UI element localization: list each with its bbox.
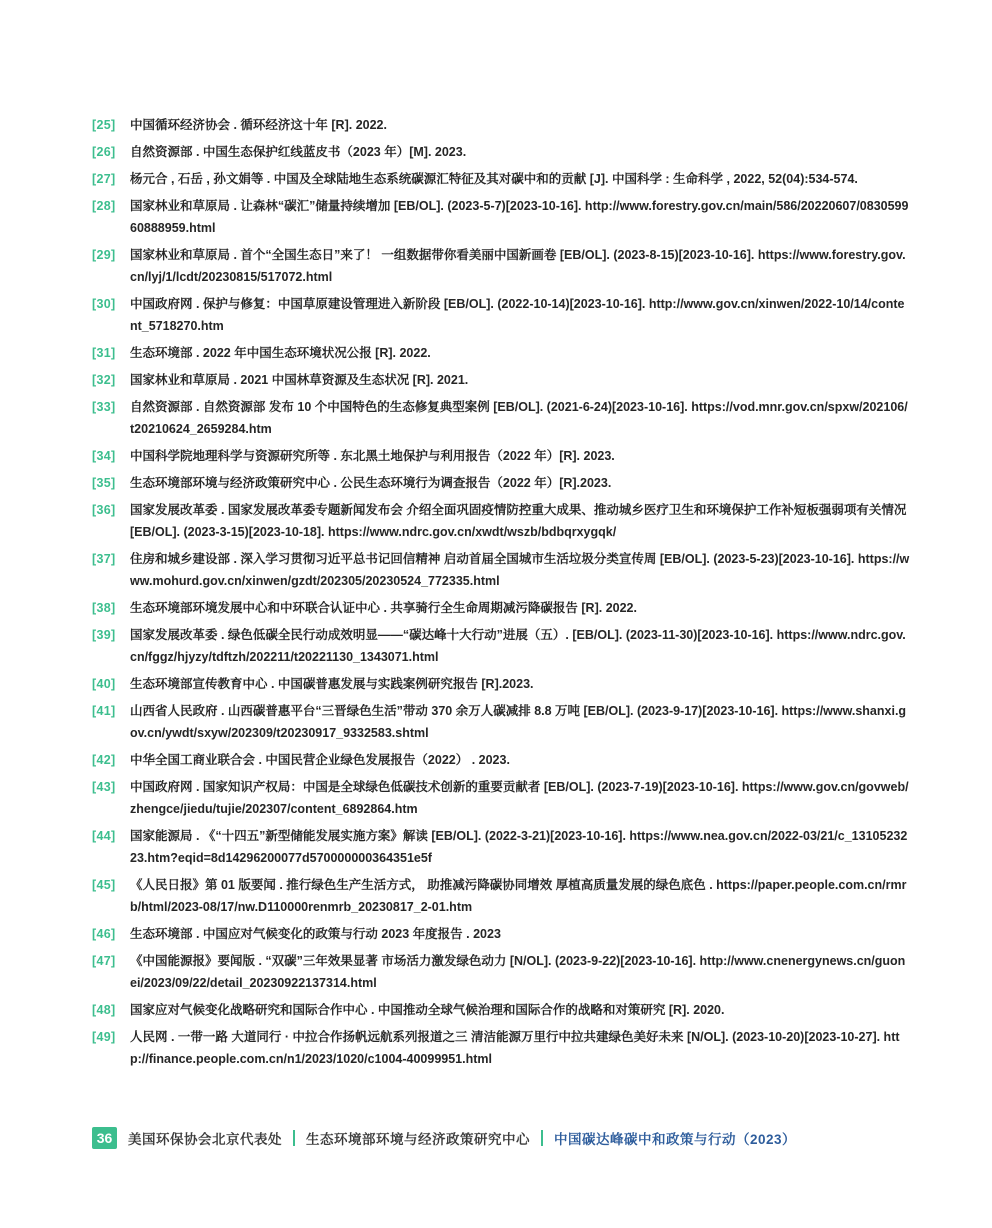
reference-text: 中国循环经济协会 . 循环经济这十年 [R]. 2022. [130, 118, 387, 132]
reference-text: 《人民日报》第 01 版要闻 . 推行绿色生产生活方式， 助推减污降碳协同增效 厚植高质量发展的绿色底色 . https://paper.people.com.cn/rmrb/html/2023-08/17/nw.D110000renmrb_20230817_2-01.htm [130, 878, 907, 914]
reference-text: 国家林业和草原局 . 首个“全国生态日”来了！ 一组数据带你看美丽中国新画卷 [EB/OL]. (2023-8-15)[2023-10-16]. https://www.forestry.gov.cn/lyj/1/lcdt/20230815/517072.html [130, 248, 906, 284]
reference-text: 国家林业和草原局 . 2021 中国林草资源及生态状况 [R]. 2021. [130, 373, 469, 387]
reference-number: [28] [92, 199, 116, 213]
reference-number: [40] [92, 677, 116, 691]
reference-item [92, 244, 910, 288]
reference-text: 国家发展改革委 . 国家发展改革委专题新闻发布会 介绍全面巩固疫情防控重大成果、推动城乡医疗卫生和环境保护工作补短板强弱项有关情况 [EB/OL]. (2023-3-15)[2023-10-18]. https://www.ndrc.gov.cn/xwdt/wszb/bdbqrxygqk/ [130, 503, 907, 539]
reference-number: [26] [92, 145, 116, 159]
reference-item [92, 293, 910, 337]
reference-item [92, 499, 910, 543]
footer-report-title: 中国碳达峰碳中和政策与行动（2023） [554, 1132, 797, 1147]
reference-number: [45] [92, 878, 116, 892]
reference-text: 国家林业和草原局 . 让森林“碳汇”储量持续增加 [EB/OL]. (2023-5-7)[2023-10-16]. http://www.forestry.gov.cn/main/586/20220607/083059960888959.html [130, 199, 909, 235]
reference-item [92, 776, 910, 820]
reference-text: 生态环境部环境发展中心和中环联合认证中心 . 共享骑行全生命周期减污降碳报告 [R]. 2022. [130, 601, 637, 615]
reference-text: 住房和城乡建设部 . 深入学习贯彻习近平总书记回信精神 启动首届全国城市生活垃圾分类宣传周 [EB/OL]. (2023-5-23)[2023-10-16]. https://www.mohurd.gov.cn/xinwen/gzdt/202305/20230524_772335.html [130, 552, 910, 588]
reference-item [92, 923, 910, 945]
reference-number: [49] [92, 1030, 116, 1044]
reference-text: 自然资源部 . 自然资源部 发布 10 个中国特色的生态修复典型案例 [EB/OL]. (2021-6-24)[2023-10-16]. https://vod.mnr.gov.cn/spxw/202106/t20210624_2659284.htm [130, 400, 908, 436]
reference-item [92, 141, 910, 163]
reference-text: 《中国能源报》要闻版 . “双碳”三年效果显著 市场活力激发绿色动力 [N/OL]. (2023-9-22)[2023-10-16]. http://www.cnenergynews.cn/guonei/2023/09/22/detail_20230922137314.html [130, 954, 906, 990]
reference-text: 人民网 . 一带一路 大道同行 · 中拉合作扬帆远航系列报道之三 清洁能源万里行中拉共建绿色美好未来 [N/OL]. (2023-10-20)[2023-10-27]. http://finance.people.com.cn/n1/2023/1020/c1004-40099951.html [130, 1030, 900, 1066]
reference-item [92, 825, 910, 869]
reference-item [92, 597, 910, 619]
reference-item [92, 950, 910, 994]
reference-item [92, 874, 910, 918]
reference-item [92, 342, 910, 364]
reference-item [92, 445, 910, 467]
reference-text: 中国政府网 . 国家知识产权局：中国是全球绿色低碳技术创新的重要贡献者 [EB/OL]. (2023-7-19)[2023-10-16]. https://www.gov.cn/govweb/zhengce/jiedu/tujie/202307/content_6892864.htm [130, 780, 909, 816]
reference-number: [32] [92, 373, 116, 387]
reference-text: 生态环境部宣传教育中心 . 中国碳普惠发展与实践案例研究报告 [R].2023. [130, 677, 534, 691]
reference-number: [43] [92, 780, 116, 794]
reference-text: 国家应对气候变化战略研究和国际合作中心 . 中国推动全球气候治理和国际合作的战略和对策研究 [R]. 2020. [130, 1003, 725, 1017]
reference-item [92, 195, 910, 239]
footer-divider [293, 1130, 295, 1146]
reference-number: [38] [92, 601, 116, 615]
reference-number: [35] [92, 476, 116, 490]
reference-number: [41] [92, 704, 116, 718]
reference-item [92, 999, 910, 1021]
page-footer [92, 1127, 796, 1149]
footer-org-secondary: 生态环境部环境与经济政策研究中心 [306, 1132, 530, 1147]
reference-number: [46] [92, 927, 116, 941]
footer-org-primary: 美国环保协会北京代表处 [128, 1132, 282, 1147]
reference-text: 中国科学院地理科学与资源研究所等 . 东北黑土地保护与利用报告（2022 年）[R]. 2023. [130, 449, 615, 463]
reference-item [92, 749, 910, 771]
reference-list [92, 114, 910, 1075]
reference-text: 中国政府网 . 保护与修复：中国草原建设管理进入新阶段 [EB/OL]. (2022-10-14)[2023-10-16]. http://www.gov.cn/xinwen/2022-10/14/content_5718270.htm [130, 297, 905, 333]
reference-number: [42] [92, 753, 116, 767]
page-number-badge: 36 [92, 1127, 117, 1149]
reference-number: [31] [92, 346, 116, 360]
reference-number: [47] [92, 954, 116, 968]
reference-item [92, 700, 910, 744]
reference-text: 国家能源局 . 《“十四五”新型储能发展实施方案》解读 [EB/OL]. (2022-3-21)[2023-10-16]. https://www.nea.gov.cn/2022-03/21/c_1310523223.htm?eqid=8d14296200077d570000000364351e5f [130, 829, 908, 865]
reference-item [92, 396, 910, 440]
reference-number: [37] [92, 552, 116, 566]
reference-text: 杨元合 , 石岳 , 孙文娟等 . 中国及全球陆地生态系统碳源汇特征及其对碳中和的贡献 [J]. 中国科学 : 生命科学 , 2022, 52(04):534-574. [130, 172, 858, 186]
reference-number: [33] [92, 400, 116, 414]
reference-text: 国家发展改革委 . 绿色低碳全民行动成效明显——“碳达峰十大行动”进展（五）. [EB/OL]. (2023-11-30)[2023-10-16]. https://www.ndrc.gov.cn/fggz/hjyzy/tdftzh/202211/t20221130_1343071.html [130, 628, 906, 664]
reference-item [92, 624, 910, 668]
reference-number: [30] [92, 297, 116, 311]
reference-number: [48] [92, 1003, 116, 1017]
reference-text: 山西省人民政府 . 山西碳普惠平台“三晋绿色生活”带动 370 余万人碳减排 8.8 万吨 [EB/OL]. (2023-9-17)[2023-10-16]. https://www.shanxi.gov.cn/ywdt/sxyw/202309/t20230917_9332583.shtml [130, 704, 907, 740]
reference-number: [44] [92, 829, 116, 843]
reference-text: 生态环境部 . 中国应对气候变化的政策与行动 2023 年度报告 . 2023 [130, 927, 501, 941]
reference-item [92, 673, 910, 695]
reference-text: 生态环境部 . 2022 年中国生态环境状况公报 [R]. 2022. [130, 346, 431, 360]
reference-item [92, 472, 910, 494]
reference-item [92, 548, 910, 592]
reference-number: [36] [92, 503, 116, 517]
reference-number: [25] [92, 118, 116, 132]
footer-divider [541, 1130, 543, 1146]
reference-item [92, 1026, 910, 1070]
reference-item [92, 369, 910, 391]
reference-number: [27] [92, 172, 116, 186]
reference-text: 中华全国工商业联合会 . 中国民营企业绿色发展报告（2022） . 2023. [130, 753, 510, 767]
reference-item [92, 114, 910, 136]
reference-text: 生态环境部环境与经济政策研究中心 . 公民生态环境行为调查报告（2022 年）[R].2023. [130, 476, 612, 490]
reference-text: 自然资源部 . 中国生态保护红线蓝皮书（2023 年）[M]. 2023. [130, 145, 467, 159]
reference-number: [29] [92, 248, 116, 262]
reference-item [92, 168, 910, 190]
reference-number: [34] [92, 449, 116, 463]
reference-number: [39] [92, 628, 116, 642]
